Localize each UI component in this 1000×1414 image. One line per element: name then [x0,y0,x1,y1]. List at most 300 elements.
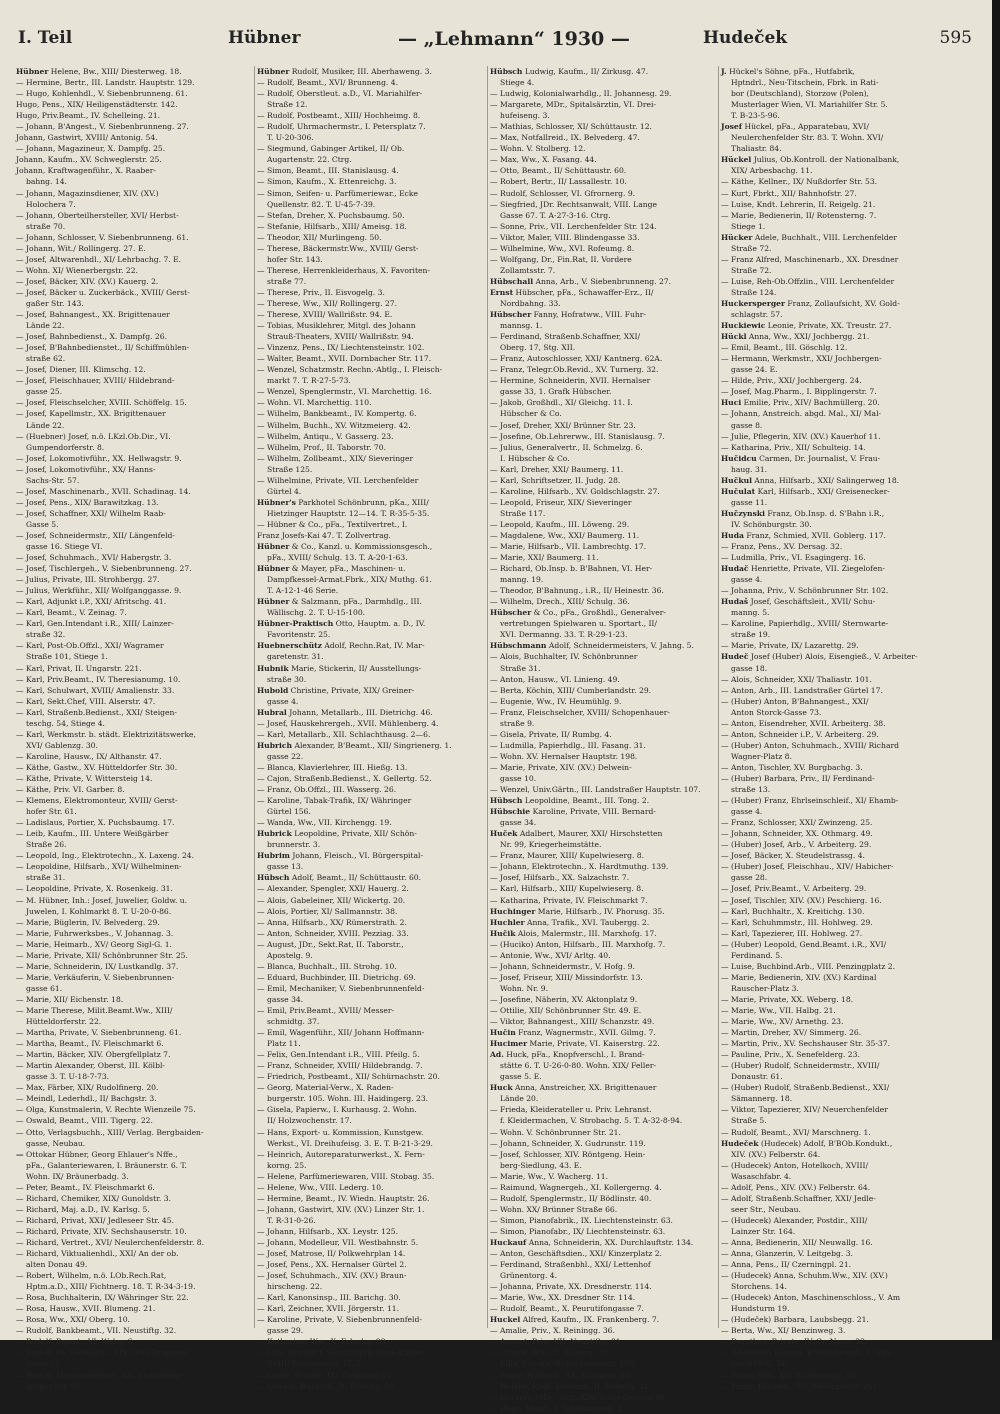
directory-entry-line: Hubrim Johann, Fleisch., VI. Bürgerspital- [257,851,424,861]
directory-entry-line: Hučin Franz, Wagnermstr., XVII. Gilmg. 7. [490,1028,656,1038]
directory-entry-line: — Karl, Werkmstr. b. städt. Elektrizitätswerke, [16,729,196,739]
directory-entry-line: Hübsch Leopoldine, Beamt., III. Tong. 2. [490,796,650,806]
directory-entry-line: XVIII/ Schumanng. 17. T. [267,1359,364,1369]
directory-entry-line: — Rudolf, Fa. Gesellsch., XIV. (XV.) Dragoner- [16,1348,192,1358]
directory-entry-line: Hübner-Praktisch Otto, Hauptm. a. D., IV. [257,619,426,629]
directory-entry-line: — Klemens, Elektromonteur, XVIII/ Gerst- [16,796,178,806]
directory-entry-line: — Johanna, Private, XX. Dresdnerstr. 114. [490,1282,652,1292]
directory-entry-line: schlagstr. 57. [731,310,783,320]
directory-entry-line: — Josef, Altwarenhdl., XI/ Lehrbachg. 7. E. [16,254,182,264]
directory-entry-line: — Wolfgang, Dr., Fin.Rat, II. Vordere [490,254,632,264]
directory-entry-line: Gasse 67. T. A-27-3-16. Ctrg. [500,210,611,220]
directory-entry-line: Dampfkessel-Armat.Fbrk., XIX/ Muthg. 61. [267,575,432,585]
directory-entry-line: Huckauf Anna, Schneiderin, XX. Durchlauftstr. 134. [490,1237,694,1247]
directory-entry-line: — Josef, Dreher, XXI/ Brünner Str. 23. [490,420,636,430]
directory-entry-line: Hudeček (Hudecek) Adolf, B'BOb.Kondukt., [721,1138,893,1148]
directory-entry-line: — Josef, Schlosser, XIV. Röntgeng. Hein- [490,1149,646,1159]
directory-entry-line: — (Hudecek) Anna, Schuhm.Ww., XIV. (XV.) [721,1271,888,1281]
directory-entry-line: Zollamtsstr. 7. [500,265,556,275]
directory-entry-line: — Josef, Hilfsarb., XX. Salzachstr. 7. [490,873,630,883]
directory-entry-line: — Theodor, XII/ Murlingeng. 50. [257,232,382,242]
directory-entry-line: — August, JDr., Sekt.Rat, II. Taborstr., [257,939,404,949]
directory-entry-line: — Anton, Eisendreher, XVII. Arbeiterg. 38. [721,718,886,728]
directory-entry-line: — Wilhelm, Prof., II. Taborstr. 70. [257,442,387,452]
entry-surname: Hudaš [721,597,749,607]
directory-entry-line: T. A-12-1-46 Serie. [267,586,339,596]
entry-surname: Hückel [721,155,752,165]
directory-entry-line: Hubrick Leopoldine, Private, XII/ Schön- [257,829,417,839]
entry-surname: Ad. [490,1050,504,1060]
directory-entry-line: XIV. (XV.) Felberstr. 64. [731,1149,821,1159]
directory-entry-line: — (Huebner) Josef, n.ö. LKzl.Ob.Dir., VI. [16,431,171,441]
directory-entry-line: — Berta, Köchin, XIII/ Cumberlandstr. 29. [490,685,652,695]
directory-entry-line: — Karoline, Hausw., IX/ Althanstr. 47. [16,751,162,761]
directory-entry-line: — Oswald, Beamt., VIII. Tigerg. 22. [16,1116,153,1126]
entry-surname: — [16,1149,24,1159]
directory-entry-line: — (Huber) Barbara, Priv., II/ Ferdinand- [721,774,875,783]
directory-entry-line: — Friedrich, Postbeamt., XII/ Schürnachstr. 20. [257,1072,440,1082]
directory-entry-line: — Franz, Maurer, XIII/ Kupelwieserg. 8. [490,851,645,861]
directory-entry-line: — Mathias, Schlosser, XI/ Schüttaustr. 12. [490,122,652,132]
directory-entry-line: T. B-23-5-96. [731,111,780,121]
directory-entry-line: Grünentorg. 4. [500,1271,558,1281]
directory-entry-line: gasse 8. [731,420,763,430]
directory-entry-line: bor (Deutschland), Storzow (Polen), [731,89,869,99]
directory-entry-line: — Josef, Kapellmstr., XX. Brigittenauer [16,409,166,419]
directory-entry-line: — Josef, Bahnangest., XX. Brigittenauer [16,310,170,320]
directory-entry-line: — Rosa, Ww., XXI/ Oberg. 10. [16,1315,130,1325]
directory-entry-line: — Alois, Gabeleiner, XII/ Wickertg. 20. [257,895,406,905]
directory-entry-line: — Anna, Pens., II/ Czerningpl. 21. [721,1260,852,1270]
directory-entry-line: straße 31. [26,873,66,883]
directory-entry-line: — Martin, Bäcker, XIV. Obergfellplatz 7. [16,1050,171,1060]
directory-entry-line: — Johann, Schneider, XX. Othmarg. 49. [721,829,873,839]
directory-entry-line: — Martha, Private, V. Siebenbrunneng. 61. [16,1028,182,1038]
directory-entry-line: XVI. Dermanng. 33. T. R-29-1-23. [500,630,628,640]
directory-entry-line: — Rudolf, Beamt., XVI/ Marschnerg. 1. [721,1127,871,1137]
directory-entry-line: — Richard, Viktualienhdl., XXI/ An der ob. [16,1249,179,1259]
directory-entry-line: — Karl, Dreher, XXI/ Baumerg. 11. [490,464,624,474]
directory-entry-line: gasse 25. [26,387,63,397]
entry-surname: Ernst [490,287,514,297]
directory-entry-line: teschg. 54, Stiege 4. [26,718,105,728]
directory-entry-line: — Johann, Schneidermstr., V. Hofg. 9. [490,961,635,971]
directory-entry-line: — Katharine, Ww., X. Erlachg. 88. [257,1337,388,1347]
directory-entry-line: — Karl, Tapezierer, III. Hohlweg. 27. [721,928,863,938]
directory-entry-line: — Johann, Oberteilhersteller, XVI/ Herbst- [16,210,179,220]
entry-surname: Hübner [16,67,49,76]
directory-entry-line: — Käthe, Kellner., IX/ Nußdorfer Str. 53. [721,177,878,187]
directory-entry-line: — (Hudecek) Anton, Hotelkoch, XVIII/ [721,1160,869,1170]
entry-surname: Hučidcu [721,453,757,463]
directory-entry-line: XVI/ Gablenzg. 30. [26,740,98,750]
directory-entry-line: — Georg, Material-Verw., X. Raden- [257,1083,394,1093]
directory-entry-line: IV. Schönburgstr. 30. [731,519,812,529]
directory-entry-line: Stiege 1. [731,221,766,231]
directory-entry-line: Hübschmann Adolf, Schneidermeisters, V. Jahng. 5. [490,641,694,651]
directory-entry-line: berg-Siedlung, 43. E. [500,1160,582,1170]
directory-entry-line: straße 70. [26,221,66,231]
directory-entry-line: — Therese, Priv., II. Eisvogelg. 3. [257,287,385,297]
directory-entry-line: — Johann, Magazineur, X. Dampfg. 25. [16,144,166,154]
directory-entry-line: — Ludwig, Kolonialwarhdlg., II. Johannesg. 29. [490,89,672,99]
directory-entry-line: Apostelg. 9. [267,950,313,960]
directory-entry-line: Huckersperger Franz, Zollaufsicht, XV. Gold- [721,298,900,308]
directory-entry-line: — Wohn. XX/ Brünner Straße 66. [490,1204,618,1214]
directory-entry-line: — Wilhelm, Buchh., XV. Witzmeierg. 42. [257,420,411,430]
directory-entry-line: — Marie, Private, XII/ Schönbrunner Str. 25. [16,950,188,960]
directory-entry-line: — Josef, Bäcker, X. Steudelstrassg. 4. [721,851,865,861]
directory-entry-line: Hudeč Josef (Huber) Alois, Eisengieß., V. Arbeiter- [721,652,918,662]
entry-surname: Hübschmann [490,641,547,651]
directory-entry-line: — Wilhelm, Antiqu., V. Gasserg. 23. [257,431,394,441]
directory-entry-line: Hütteldorferstr. 22. [26,1017,102,1027]
directory-entry-line: — Berta, Ww., XI/ Benzinweg. 3. [721,1326,846,1336]
directory-entry-line: — Leopold, Friseur, XIX/ Sieveringer [490,497,632,507]
entry-surname: Hübner-Praktisch [257,619,334,629]
directory-entry-line: Strauß-Theaters, XVIII/ Wallrißstr. 94. [267,332,414,342]
directory-entry-line: — Lilia, Institut f. vorschulpflichtige Kinder, [257,1348,426,1358]
directory-entry-line: Lainzer Str. 164. [731,1226,796,1236]
directory-entry-line: — Rudolf, Oberstleut. a.D., VI. Mariahilfer- [257,89,423,99]
directory-entry-line: — Wohn. XI/ Wienerbergstr. 22. [16,265,138,275]
directory-entry-line: gasse 24. E. [731,365,778,375]
directory-entry-line: XIX/ Arbesbachg. 11. [731,166,813,176]
directory-entry-line: Huci Emilie, Priv., XIV/ Bachmüllerg. 20. [721,398,880,408]
directory-entry-line: straße 77. [267,276,307,286]
directory-entry-line: Huda Franz, Schmied, XVII. Goblerg. 117. [721,530,887,540]
directory-entry-line: — Josef, Schneidermstr., XII/ Längenfeld- [16,530,175,540]
directory-entry-line: — Rudolf, Beamt., XVI/ Brunneng. 4. [257,78,399,88]
directory-entry-line: — (Huber) Anton, B'Bahnangest., XXI/ [721,696,869,706]
directory-entry-line: — Luise, Reh-Ob.Offzlin., VIII. Lerchenfelder [721,276,895,286]
entry-surname: Hübschie [490,807,531,817]
directory-entry-line: — Luise, Buchbind.Arb., VIII. Penzingplatz 2. [721,961,896,971]
directory-entry-line: — (Huciko) Anton, Hilfsarb., III. Marxhofg. 7. [490,939,666,949]
directory-entry-line: — Marie, Private, XX. Weberg. 18. [721,994,854,1004]
directory-entry-line: Huckel Alfred, Kaufm., IX. Frankenberg. 7. [490,1315,660,1325]
directory-entry-line: — Marie, Private, XIV. (XV.) Delwein- [490,762,632,772]
entry-surname: Huček [490,829,518,839]
directory-entry-line: — Hermine, Bertr., III. Landstr. Hauptstr. 129. [16,78,195,88]
directory-entry-line: stätte 6. T. U-26-0-80. Wohn. XIX/ Feller- [500,1061,657,1071]
directory-entry-line: — Wohn. VI. Marchettig. 110. [257,398,372,408]
directory-entry-line: Hübsch Adolf, Beamt., II/ Schüttaustr. 60. [257,873,422,883]
directory-entry-line: Hundsturm 19. [731,1304,790,1314]
directory-entry-line: — Rudolf, Bankbeamt., VII. Neustiftg. 32. [16,1326,177,1336]
directory-entry-line: Gasse 5. [26,519,59,529]
directory-entry-line: — Hans, Export- u. Kommission, Kunstgew. [257,1127,424,1137]
directory-entry-line: gasse 18. [731,663,768,673]
directory-entry-line: Franz Josefs-Kai 47. T. Zollvertrag. [257,530,391,540]
directory-entry-line: hofer Str. 61. [26,807,77,817]
directory-entry-line: — Karoline, Tabak-Trafik, IX/ Währinger [257,796,412,806]
directory-entry-line: gasse 28. [731,873,768,883]
directory-entry-line: brunnerstr. 3. [267,840,321,850]
directory-entry-line: — Leib, Kaufm., III. Untere Weißgärber [16,829,169,839]
directory-entry-line: — Hugo, Fbrkt., I. Nibelungeng. 3. [490,1403,625,1413]
entry-surname: Hübsch [257,873,290,883]
directory-entry-line: — Hübner & Co., pFa., Textilvertret., I. [257,519,408,529]
directory-entry-line: — Leopold, Kaufm., III. Löweng. 29. [490,519,630,529]
entry-surname: Huckel [490,1315,521,1325]
directory-entry-line: — Richard, Privat, XXI/ Jedleseer Str. 45. [16,1215,174,1225]
directory-entry-line: — Viktor, Bahnangest., XIII/ Schanzstr. 49. [490,1017,655,1027]
directory-entry-line: — Käthe, Gastw., XV. Hütteldorfer Str. 30. [16,762,178,772]
directory-entry-line: — Josef, Bäcker, XIV. (XV.) Kauerg. 2. [16,276,159,286]
directory-entry-line: — Marie, Heimarb., XV/ Georg Sigl-G. 1. [16,939,172,949]
directory-entry-line: — Robert, Bertr., II/ Lassallestr. 10. [490,177,627,187]
entry-surname: Hübner [257,564,290,574]
directory-entry-line: straße 19. [731,630,771,640]
directory-entry-line: Holochera 7. [26,199,76,209]
directory-entry-line: — Franz, Telegr.Ob.Revid., XV. Turnerg. 32. [490,365,659,375]
directory-entry-line: — Anton, Geschäftsdien., XXI/ Kinzerplatz 2. [490,1249,662,1259]
directory-entry-line: Hučkul Anna, Hilfsarb., XXI/ Salingerweg 18. [721,475,900,485]
directory-entry-line: — Karoline, Papierhdlg., XVIII/ Sternwarte- [721,619,889,629]
entry-surname: Josef [721,122,743,132]
directory-entry-line: Gumpendorferstr. 8. [26,442,105,452]
entry-surname: J. [721,67,727,76]
directory-entry-line: — Simon, Kaufm., X. Ettenreichg. 3. [257,177,397,187]
directory-entry-line: — Karoline, Private, V. Siebenbrunnenfeld- [257,1315,422,1325]
directory-entry-line: der Nüll-G. 34. [731,1359,789,1369]
directory-entry-line: — Sonne, Priv., VII. Lerchenfelder Str. 124. [490,221,657,231]
directory-entry-line: — Julie, Pflegerin, XIV. (XV.) Kauerhof 11. [721,431,881,441]
entry-surname: Huda [721,530,744,540]
directory-entry-line: — M. Hübner, Inh.: Josef, Juwelier, Goldw. u. [16,895,188,905]
directory-entry-line: Hučulat Karl, Hilfsarb., XXI/ Greisenecker- [721,486,890,496]
entry-surname: Huckersperger [721,298,785,308]
directory-entry-line: Hucimer Marie, Private, VI. Kaiserstrg. 22. [490,1039,660,1049]
directory-entry-line: — Ludmilla, Papierhdlg., III. Fasang. 31. [490,740,646,750]
entry-surname: Hubral [257,707,287,717]
directory-entry-line: Hübschie Karoline, Private, VIII. Bernard- [490,807,656,817]
directory-entry-line: — (Hudecek) Alexander, Postdir., XIII/ [721,1215,868,1225]
directory-entry-line: — Heinrich, Autoreparaturwerkst., X. Fern- [257,1149,425,1159]
directory-entry-line: gasse 29. [267,1326,304,1336]
directory-entry-line: — (Huber) Josef, Fleischhau., XIV/ Habicher- [721,862,894,872]
directory-entry-line: Straße 5. [731,1116,767,1126]
right-running-head: Hudeček [703,28,788,48]
directory-entry-line: — Josef, Pens., XIX/ Barawitzkag. 13. [16,497,159,507]
directory-entry-line: — Karl, Post-Ob.Offzl., XXI/ Wagramer [16,641,164,651]
directory-entry-line: gasse 5. E. [500,1072,542,1082]
directory-entry-line: gasse 4. [731,575,763,585]
directory-entry-line: Platz 11. [267,1039,301,1049]
directory-entry-line: — Felix, Gen.Intendant i.R., VIII. Pfeilg. 5. [257,1050,420,1060]
directory-entry-line: — Johann, Anstreich. abgd. Mal., XI/ Mal- [721,409,882,419]
directory-entry-line: Nordbahng. 33. [500,298,561,308]
directory-entry-line: — Karl, Beamt., V. Zeinag. 7. [16,608,127,618]
directory-entry-line: — Josef, Fleischselcher, XVIII. Schöffelg. 15. [16,398,187,408]
directory-entry-line: — Marie, Schneiderin, IX/ Lustkandlg. 37. [16,961,179,971]
directory-entry-line: — Josefine, Näherin, XV. Aktonplatz 9. [490,994,638,1004]
directory-entry-line: — Josef, Lokomotivführ., XX. Hellwagstr. 9. [16,453,182,463]
directory-entry-line: — Josef, Friseur, XIII/ Missindorfstr. 13. [490,972,643,982]
directory-entry-line: — Fanny, Ww., XII/ Wolfganggg. 56. [721,1370,859,1380]
directory-entry-line: — Marie Therese, Milit.Beamt.Ww., XIII/ [16,1005,173,1015]
directory-column-3 [490,66,726,1413]
directory-entry-line: gasse 13. [267,862,304,872]
directory-entry-line: Hučidcu Carmen, Dr. Journalist, V. Frau- [721,453,881,463]
directory-entry-line: Hübner Rudolf, Musiker, III. Aberhaweng. 3. [257,67,432,76]
directory-entry-line: — Martha, Beamt., IV. Fleischmarkt 6. [16,1039,164,1049]
directory-entry-line: — Rudolf, Beamt., X. Peurutifongasse 7. [490,1304,644,1314]
directory-entry-line: — (Huber) Anton, Schuhmach., XVIII/ Richard [721,740,899,750]
directory-entry-line: — Martin, Dreher, XV/ Simmerg. 26. [721,1028,862,1038]
directory-entry-line: — Marie, XII/ Eichenstr. 18. [16,994,124,1004]
directory-entry-line: — Josef, Schuhmach., XVI/ Habergstr. 3. [16,553,172,563]
directory-entry-line: Ferdinand. 5. [731,950,783,960]
directory-entry-line: — Anton, Arb., III. Landstraßer Gürtel 17. [721,685,883,695]
directory-entry-line: Huchinger Marie, Hilfsarb., IV. Phorusg. 35. [490,906,665,916]
directory-entry-line: — Johann, Modelleur, VII. Westbahnstr. 5. [257,1237,419,1247]
directory-entry-line: — Max, Ww., X. Fasang. 44. [490,155,597,165]
directory-entry-line: Augartenstr. 22. Ctrg. [267,155,352,165]
directory-entry-line: — Marie, Ww., VII. Halbg. 21. [721,1005,836,1015]
directory-entry-line: — Vinzenz, Pens., IX/ Liechtensteinstr. 102. [257,343,425,353]
directory-entry-line: Wagner-Platz 8. [731,751,792,761]
directory-entry-line: — Amalie, Priv., X. Reiningg. 36. [490,1326,615,1336]
directory-entry-line: — Franz, Hilfsarb., XV. Selzergerstr. 261. [721,1381,880,1391]
directory-entry-line: — Wilhelmine, Ww., XVI. Rofeumg. 8. [490,243,635,253]
directory-entry-line: Hübscher & Co. [500,409,562,419]
directory-entry-line: — Karl, Kanonsinsp., III. Barichg. 30. [257,1293,401,1303]
directory-entry-line: — Karl, Zeichner, XVII. Jörgerstr. 11. [257,1304,400,1314]
directory-entry-line: burgerstr. 105. Wohn. III. Haidingerg. 23. [267,1094,429,1104]
entry-surname: Hudač [721,564,749,574]
directory-title: — „Lehmann“ 1930 — [398,28,630,50]
directory-entry-line: — Josef, B'Bahnbedienstet., II/ Schiffmühlen- [16,343,190,353]
directory-entry-line: Hubrich Alexander, B'Beamt., XII/ Singrienerg. 1. [257,740,452,750]
directory-entry-line: Storchens. 14. [731,1282,787,1292]
directory-entry-line: Hučik Alois, Malermstr., III. Marxhofg. 17. [490,928,657,938]
directory-entry-line: Hudaš Josef, Geschäftsleit., XVII/ Schu- [721,597,876,607]
directory-entry-line: — Marie, Private, IX/ Lazarettg. 29. [721,641,859,651]
directory-entry-line: gaßer Str. 143. [26,298,84,308]
directory-entry-line: schmidtg. 37. [267,1017,320,1027]
directory-entry-line: — (Hudecek) Anton, Maschinenschloss., V. Am [721,1293,901,1303]
directory-entry-line: — Therese, Ww., XII/ Rollingerg. 27. [257,298,398,308]
directory-entry-line: Straße 26. [26,840,67,850]
directory-entry-line: Ad. Huck, pFa., Knopfverschl., I. Brand- [490,1050,645,1060]
directory-entry-line: — Johann, Hilfsarb., XX. Leystr. 125. [257,1226,399,1236]
directory-entry-line: Hptm.a.D., XIII/ Fichtnerg. 18. T. R-34-3-19. [26,1282,196,1292]
directory-entry-line: — Leopoldine, Private, X. Rosenkeig. 31. [16,884,173,894]
directory-entry-line: — Josef, Lokomotivführ., XX/ Hanns- [16,464,156,474]
directory-entry-line: — Raimund, Wagnergeh., XI. Kollergerng. 4. [490,1182,662,1192]
directory-entry-line: Huebnerschütz Adolf, Rechn.Rat, IV. Mar- [257,641,425,651]
directory-entry-line: — Rudolf, Uhrmachermstr., I. Petersplatz 7. [257,122,426,132]
directory-entry-line: — Anton, Tischler, XV. Burgbachg. 3. [721,762,863,772]
directory-entry-line: — Marie, Büglerin, IV. Belvederg. 29. [16,917,160,927]
entry-surname: Hubrich [257,740,293,750]
directory-entry-line: — Marie, Ww., XX. Dresdner Str. 114. [490,1293,636,1303]
entry-surname: Huebnerschütz [257,641,322,651]
directory-entry-line: — Stefan, Dreher, X. Puchsbaumg. 50. [257,210,405,220]
directory-entry-line: — Emil, Beamt., III. Göschlg. 12. [721,343,848,353]
directory-entry-line: — Alois, Portier, XI/ Sallmannstr. 38. [257,906,398,916]
entry-surname: Huck [490,1083,513,1093]
directory-entry-line: — Siegfried, JDr. Rechtsanwalt, VIII. Lange [490,199,657,209]
directory-entry-line: — Josefine, Ob.Lehrerww., III. Stanislausg. 7. [490,431,665,441]
directory-entry-line: Gürtel 4. [267,486,302,496]
directory-entry-line: Lände 22. [26,420,65,430]
directory-entry-line: — Robert, Wilhelm, n.ö. LOb.Rech.Rat, [16,1271,167,1281]
entry-surname: Hübscher [490,310,532,320]
directory-entry-line: — Helene, Kndt. Lehrerin, II. Reigelg. 21. [490,1381,651,1391]
directory-entry-line: — Wanda, Ww., VII. Kirchengg. 19. [257,818,392,828]
directory-entry-line: — Emil, Mechaniker, V. Siebenbrunnenfeld- [257,983,425,993]
directory-entry-line: — Johann, Schlosser, V. Siebenbrunneng. 61. [16,232,189,242]
entry-surname: Hučzynski [721,508,765,518]
directory-entry-line: Hübner & Mayer, pFa., Maschinen- u. [257,564,406,574]
directory-entry-line: — Kurt, Fbrkt., XII/ Bahnhofstr. 27. [721,188,857,198]
directory-entry-line: — Josef, Bäcker u. Zuckerbäck., XVIII/ Gerst- [16,287,190,297]
directory-entry-line: — Wenzel, Univ.Gärtn., III. Landstraßer Hauptstr. 107. [490,785,701,795]
directory-entry-line: — Siegmund, Gabinger Artikel, II/ Ob. [257,144,405,154]
directory-entry-line: — Therese, XVIII/ Wallrißstr. 94. E. [257,310,393,320]
directory-entry-line: Straße 125. [267,464,313,474]
directory-entry-line: — Anton, Schneider i.P., V. Arbeiterg. 29. [721,729,879,739]
directory-entry-line: — Josef, Priv.Beamt., V. Arbeiterg. 29. [721,884,867,894]
directory-entry-line: mannsg. 1. [500,321,543,331]
directory-entry-line: Thaliastr. 84. [731,144,782,154]
directory-entry-line: seer Str., Neubau. [731,1204,801,1214]
directory-entry-line: — Cajon, Straßenb.Bedienst., X. Gellertg. 52. [257,774,432,783]
directory-entry-line: — Käthe, Private, V. Wittersteig 14. [16,774,153,783]
directory-entry-line: hofer Str. 143. [267,254,323,264]
directory-entry-line: — Hermann, Werkmstr., XXI/ Jochbergen- [721,354,882,364]
directory-entry-line: — Peter, Beamt., IV. Fleischmarkt 6. [16,1182,155,1192]
directory-entry-line: — Josef, Maschinenarb., XVII. Schadinag. 14. [16,486,191,496]
directory-entry-line: — Karl, Buchhaltr., X. Kreitichg. 130. [721,906,865,916]
directory-entry-line: — Ladislaus, Portier, X. Puchsbaumg. 17. [16,818,175,828]
directory-entry-line: Huck Anna, Anstreicher, XX. Brigittenauer [490,1083,657,1093]
directory-entry-line: — August, Priv., VII. Neustiftg. 81. [490,1337,624,1347]
directory-entry-line: — Marie, Fuhrwerksbes., V. Johannag. 3. [16,928,174,938]
entry-surname: Hübsch [490,796,523,806]
directory-entry-line: — Richard, Private, XIV. Sechshauserstr. 10. [16,1226,187,1236]
directory-entry-line: — Eduard, Buchbinder, III. Dietrichg. 69. [257,972,416,982]
directory-entry-line: — Simon, Pianofabr., IX/ Liechtensteinstr. 63. [490,1226,666,1236]
directory-entry-line: — Jakob, Großhdl., XI/ Gleichg. 11. I. [490,398,633,408]
entry-surname: Hučin [490,1028,516,1038]
directory-entry-line: — Lottie, Private, IX/ Türkenstr. 21. [257,1370,395,1380]
directory-entry-line: — Adolf, Straßenb.Schaffner, XXI/ Jedle- [721,1193,876,1203]
directory-entry-line: Sachs-Str. 57. [26,475,80,485]
directory-entry-line: Hubold Christine, Private, XIX/ Greiner- [257,685,415,695]
directory-entry-line: Hübner's Parkhotel Schönbrunn, pKa., XIII/ [257,497,429,507]
part-label: I. Teil [18,28,73,48]
directory-entry-line: Hubnik Marie, Stickerin, II/ Ausstellungs- [257,663,422,673]
column-divider [254,66,255,1328]
directory-entry-line: — (Hudeček) Barbara, Laubsbegg. 21. [721,1315,869,1325]
directory-entry-line: — (Huber) Rudolf, Schneidermstr., XVIII/ [721,1061,880,1071]
left-running-head: Hübner [228,28,301,48]
entry-surname: Hucimer [490,1039,528,1049]
directory-entry-line: Huček Adalbert, Maurer, XXI/ Hirschstetten [490,829,663,839]
directory-entry-line: — Magdalene, Ww., XXI/ Baumerg. 11. [490,530,640,540]
directory-entry-line: — (Huber) Josef, Arb., V. Arbeiterg. 29. [721,840,872,850]
directory-entry-line: — Antonie, Ww., XVI/ Arltg. 40. [490,950,611,960]
directory-entry-line: Lände 20. [500,1094,539,1104]
entry-surname: Hübscher [490,608,532,618]
directory-entry-line: — Ludmilla, Priv., VI. Esagingerg. 16. [721,553,866,563]
directory-entry-line: — Marie, Ww., V. Wacherg. 11. [490,1171,609,1181]
directory-entry-line: gasse 11. [26,1359,63,1369]
